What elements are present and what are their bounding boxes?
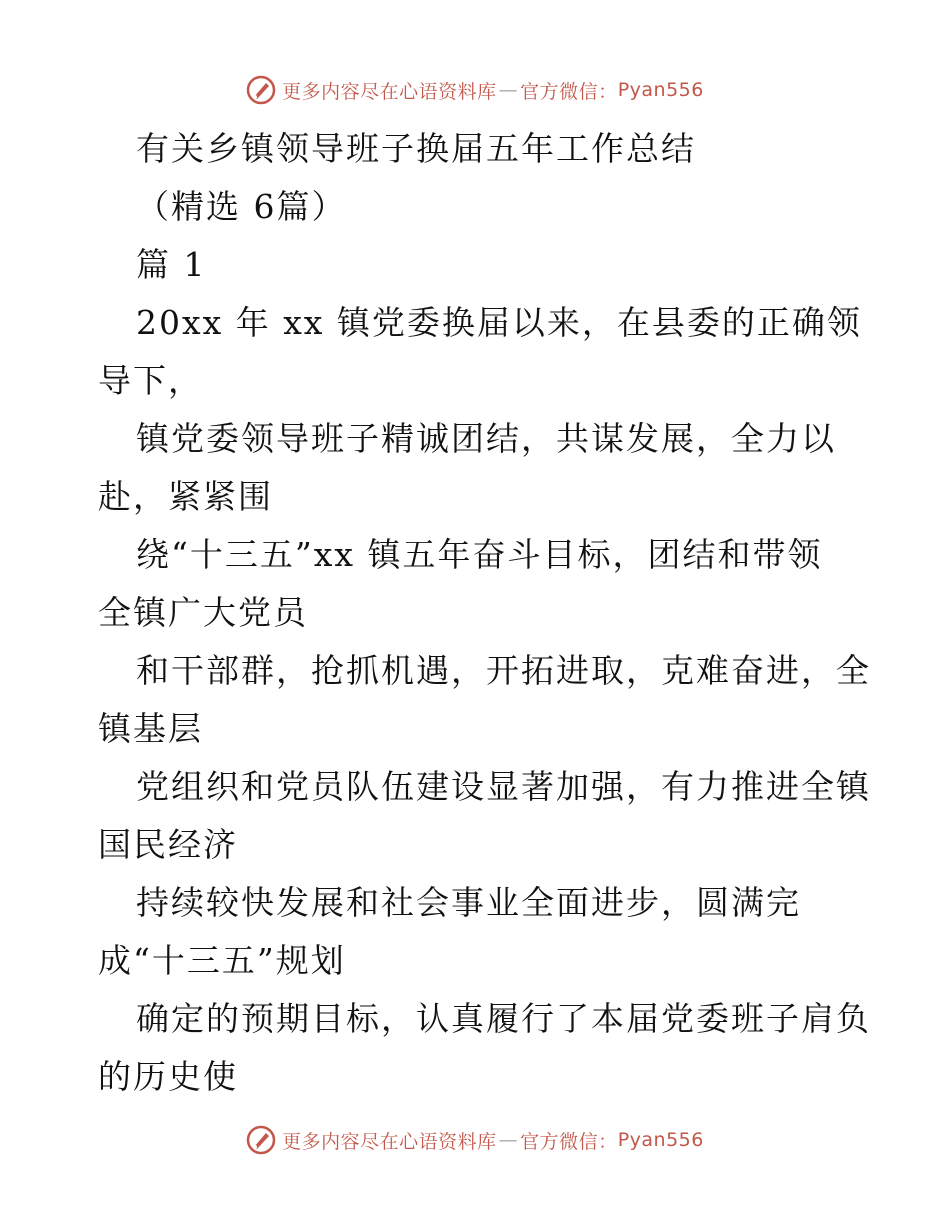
paragraph-line: 的历史使	[98, 1057, 238, 1096]
paragraph-line: 确定的预期目标，认真履行了本届党委班子肩负	[136, 999, 871, 1038]
banner-separator: —	[498, 79, 519, 101]
paragraph-line: 导下，	[98, 361, 203, 400]
document-body	[98, 120, 871, 1106]
banner-text: 更多内容尽在心语资料库	[282, 80, 497, 103]
paragraph-line: 国民经济	[98, 825, 238, 864]
banner-separator: —	[498, 1129, 519, 1151]
banner-wechat-label: 官方微信：	[520, 80, 618, 103]
banner-text: 更多内容尽在心语资料库	[282, 1130, 497, 1153]
footer-banner	[0, 1120, 950, 1160]
quill-logo-icon	[246, 1125, 276, 1155]
banner-wechat-id: Pyan556	[617, 79, 704, 101]
document-subtitle: （精选 6篇）	[136, 187, 347, 226]
header-banner	[0, 70, 950, 110]
paragraph-line: 镇党委领导班子精诚团结，共谋发展，全力以	[136, 419, 836, 458]
paragraph-line: 全镇广大党员	[98, 593, 308, 632]
banner-wechat-label: 官方微信：	[520, 1130, 618, 1153]
document-title: 有关乡镇领导班子换届五年工作总结	[136, 129, 696, 168]
paragraph-line: 绕“十三五”xx 镇五年奋斗目标，团结和带领	[136, 535, 823, 574]
banner-wechat-id: Pyan556	[617, 1129, 704, 1151]
paragraph-line: 赴，紧紧围	[98, 477, 273, 516]
paragraph-line: 成“十三五”规划	[98, 941, 346, 980]
section-heading: 篇 1	[136, 245, 207, 284]
paragraph-line: 和干部群，抢抓机遇，开拓进取，克难奋进，全	[136, 651, 871, 690]
paragraph-line: 20xx 年 xx 镇党委换届以来，在县委的正确领	[136, 303, 862, 342]
paragraph-line: 党组织和党员队伍建设显著加强，有力推进全镇	[136, 767, 871, 806]
paragraph-line: 镇基层	[98, 709, 203, 748]
paragraph-line: 持续较快发展和社会事业全面进步，圆满完	[136, 883, 801, 922]
quill-logo-icon	[246, 75, 276, 105]
